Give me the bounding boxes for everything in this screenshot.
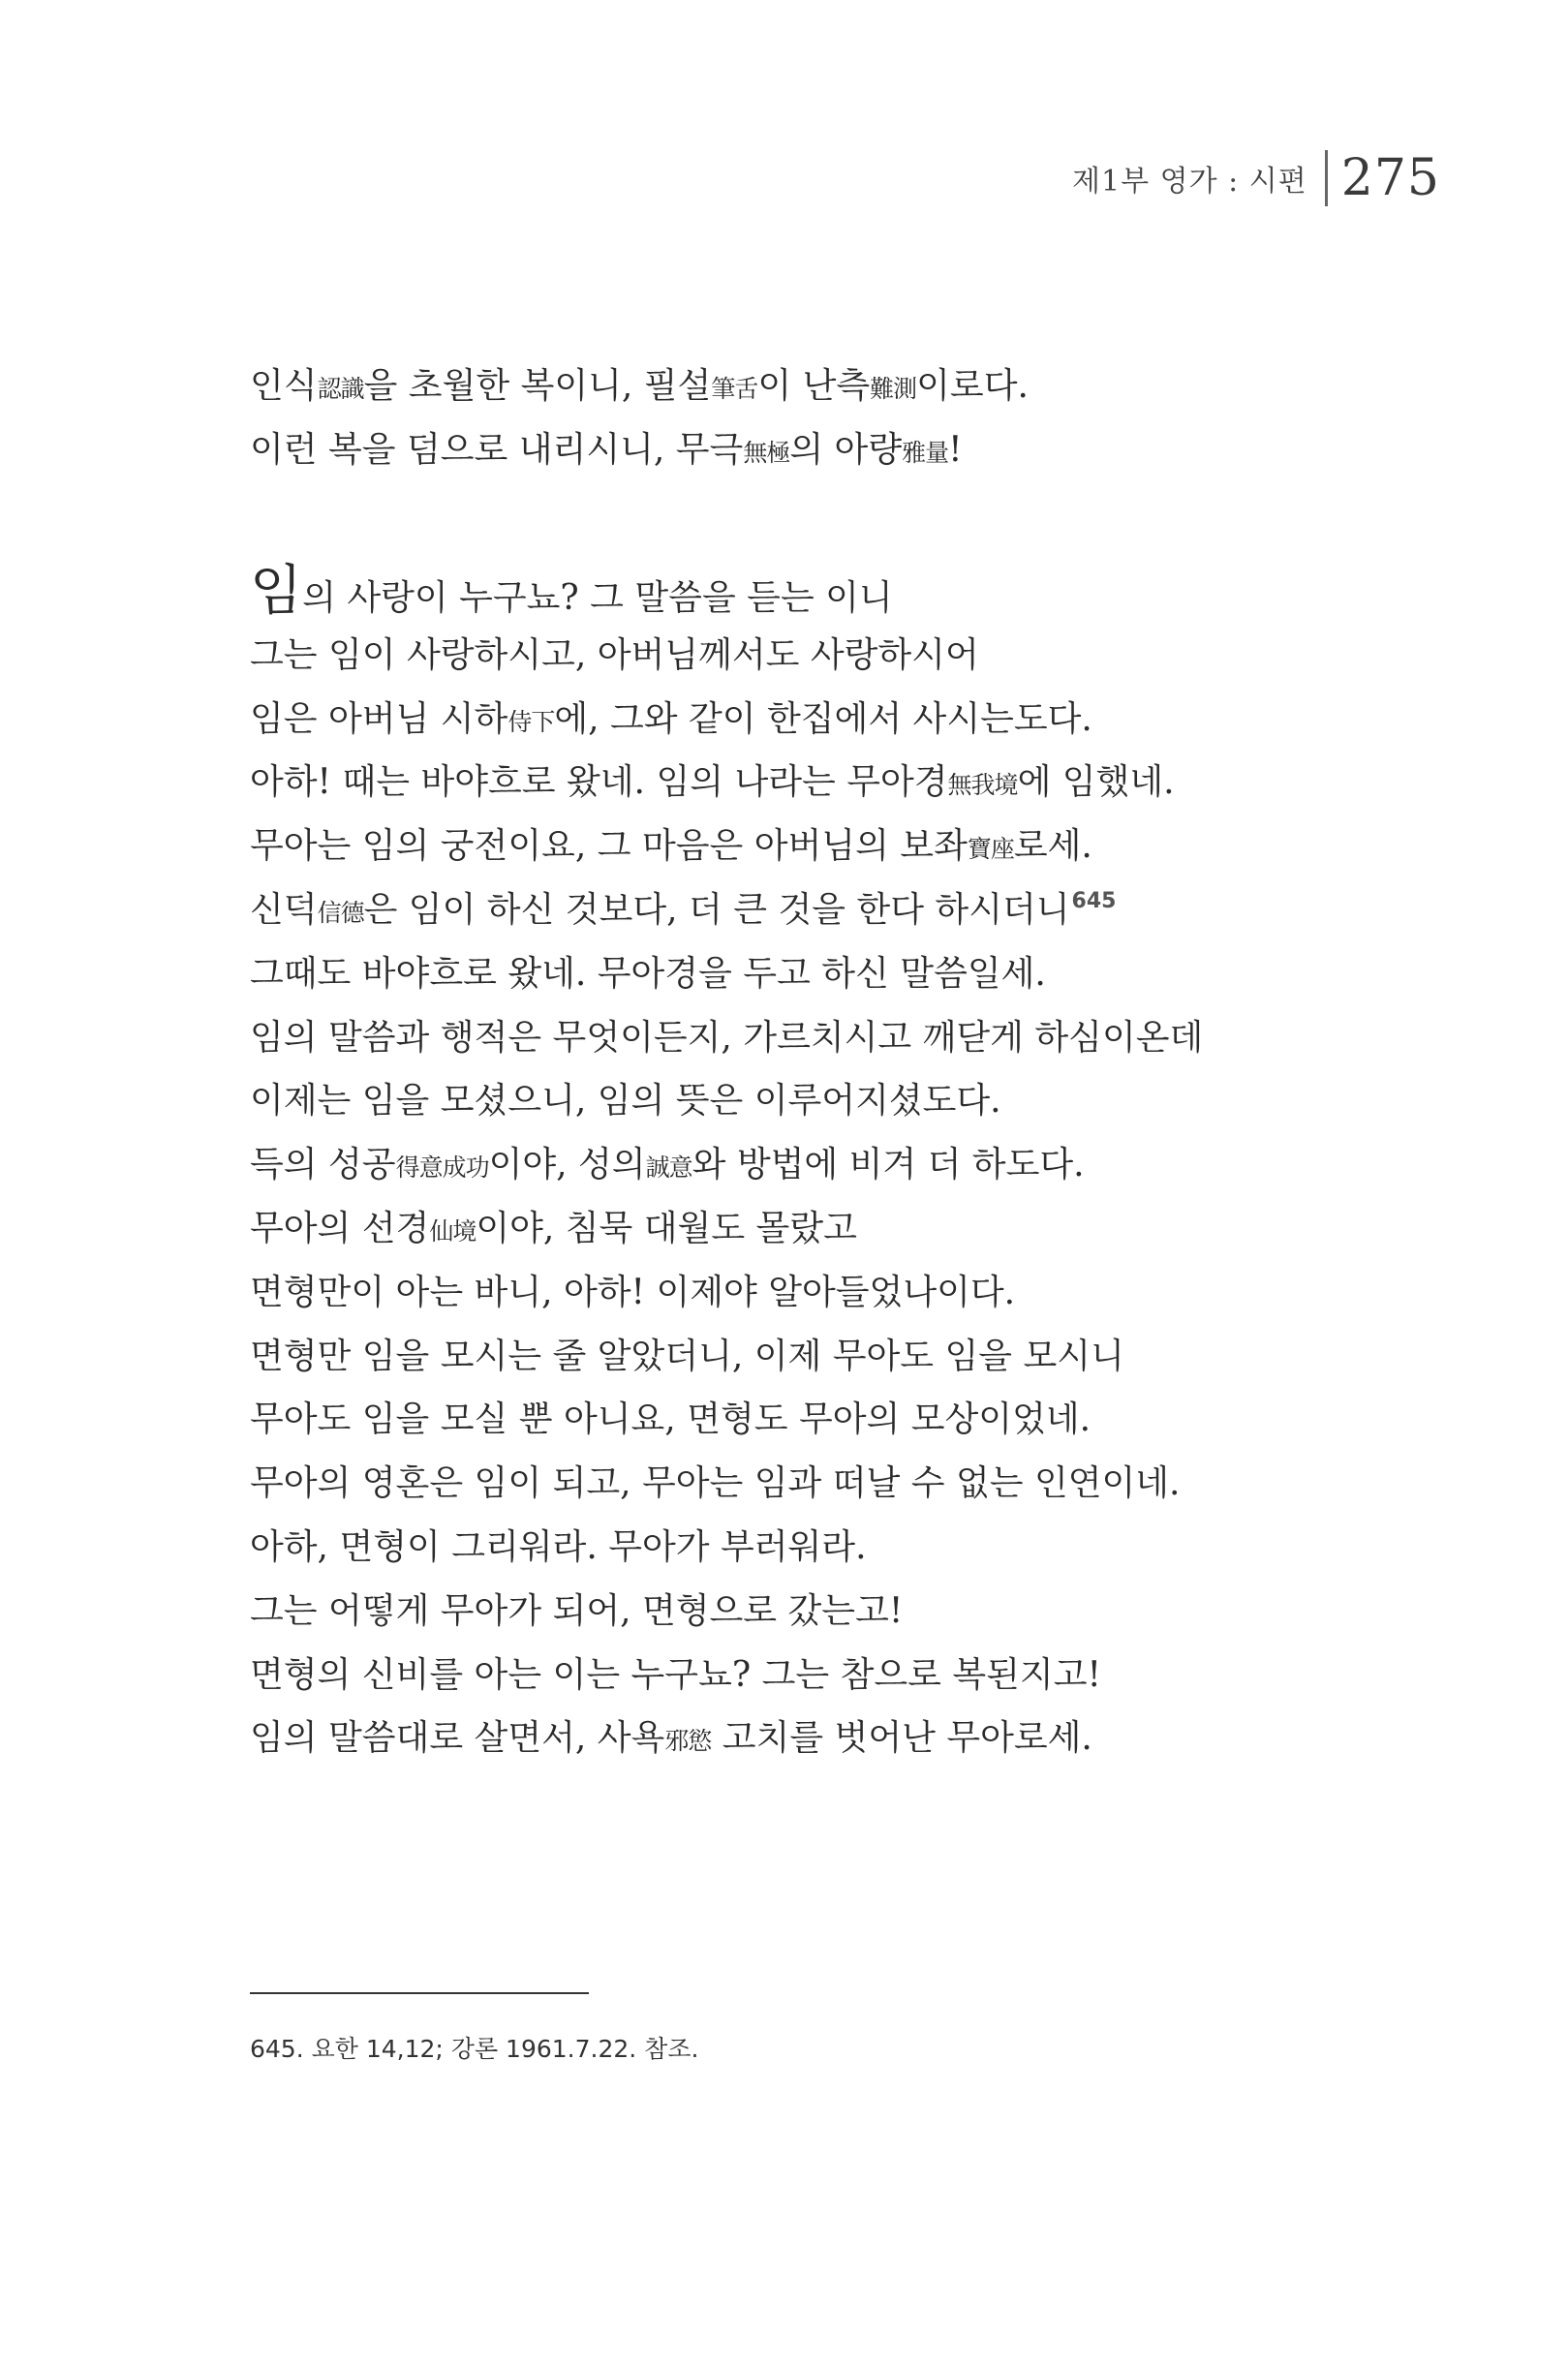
page-number: 275 [1340, 149, 1440, 207]
line-text: 임의 말씀대로 살면서, 사욕 [250, 1718, 665, 1759]
initial-letter: 임 [250, 560, 303, 623]
line-text: 을 초월한 복이니, 필설 [363, 366, 712, 406]
stanza-1 [250, 354, 1315, 482]
hanja-gloss: 難測 [870, 375, 917, 403]
line-text: 그는 어떻게 무아가 되어, 면형으로 갔는고! [250, 1590, 904, 1631]
poem-line [250, 1006, 1315, 1070]
line-text: ! [948, 430, 963, 470]
line-text: 그때도 바야흐로 왔네. 무아경을 두고 하신 말씀일세. [250, 953, 1046, 994]
hanja-gloss: 無極 [743, 439, 790, 467]
line-text: 임의 말씀과 행적은 무엇이든지, 가르치시고 깨닫게 하심이온데 [250, 1017, 1204, 1058]
line-text: 그는 임이 사랑하시고, 아버님께서도 사랑하시어 [250, 634, 979, 675]
line-text: 의 사랑이 누구뇨? 그 말씀을 듣는 이니 [302, 578, 893, 618]
page-header [1072, 147, 1440, 209]
line-text: 이야, 성의 [488, 1145, 646, 1185]
line-text: 의 아량 [789, 430, 903, 470]
hanja-gloss: 雅量 [902, 439, 949, 467]
line-text: 면형만 임을 모시는 줄 알았더니, 이제 무아도 임을 모시니 [250, 1336, 1124, 1376]
hanja-gloss: 誠意 [645, 1153, 692, 1183]
running-title: 제1부 영가 : 시편 [1072, 165, 1307, 199]
poem-line [250, 1197, 1315, 1261]
line-text: 무아의 선경 [250, 1208, 430, 1248]
line-text: 은 임이 하신 것보다, 더 큰 것을 한다 하시더니 [363, 889, 1070, 930]
poem-line [250, 418, 1315, 482]
hanja-gloss: 侍下 [507, 707, 555, 736]
line-text: 와 방법에 비겨 더 하도다. [692, 1145, 1085, 1185]
hanja-gloss: 信德 [317, 898, 364, 927]
poem-line [250, 751, 1315, 815]
poem-line [250, 1580, 1315, 1644]
stanza-2 [250, 560, 1315, 1770]
hanja-gloss: 邪慾 [664, 1727, 712, 1756]
poem-line [250, 1452, 1315, 1516]
poem-line [250, 1516, 1315, 1580]
hanja-gloss: 仙境 [429, 1216, 477, 1246]
line-text: 면형만이 아는 바니, 아하! 이제야 알아들었나이다. [250, 1272, 1016, 1312]
poem-line [250, 354, 1315, 418]
line-text: 무아의 영혼은 임이 되고, 무아는 임과 떠날 수 없는 인연이네. [250, 1463, 1181, 1504]
poem-line [250, 560, 1315, 624]
poem-line [250, 1325, 1315, 1389]
line-text: 무아도 임을 모실 뿐 아니요, 면형도 무아의 모상이었네. [250, 1399, 1091, 1440]
footnote: 645. 요한 14,12; 강론 1961.7.22. 참조. [250, 2035, 699, 2063]
poem-line [250, 624, 1315, 688]
line-text: 신덕 [250, 889, 318, 930]
line-text: 이런 복을 덤으로 내리시니, 무극 [250, 430, 744, 470]
hanja-gloss: 得意成功 [395, 1153, 489, 1183]
line-text: 에 임했네. [1017, 762, 1175, 803]
hanja-gloss: 無我境 [947, 771, 1018, 800]
line-text: 이로다. [916, 366, 1029, 406]
hanja-gloss: 筆舌 [711, 375, 758, 403]
poem-line [250, 1261, 1315, 1325]
line-text: 면형의 신비를 아는 이는 누구뇨? 그는 참으로 복된지고! [250, 1654, 1101, 1695]
poem-line [250, 815, 1315, 878]
line-text: 고치를 벗어난 무아로세. [711, 1718, 1092, 1759]
line-text: 이제는 임을 모셨으니, 임의 뜻은 이루어지셨도다. [250, 1081, 1001, 1122]
line-text: 이 난측 [757, 366, 871, 406]
poem-line [250, 1388, 1315, 1452]
line-text: 득의 성공 [250, 1145, 396, 1185]
poem-line [250, 942, 1315, 1006]
poem-line [250, 1069, 1315, 1133]
line-text: 인식 [250, 366, 318, 406]
poem-line [250, 1644, 1315, 1707]
line-text: 임은 아버님 시하 [250, 698, 508, 739]
hanja-gloss: 寶座 [967, 835, 1014, 864]
line-text: 무아는 임의 궁전이요, 그 마음은 아버님의 보좌 [250, 826, 968, 867]
footnote-divider [250, 1992, 589, 1994]
hanja-gloss: 認識 [317, 375, 364, 403]
line-text: 로세. [1013, 826, 1092, 867]
poem-line [250, 1133, 1315, 1197]
line-text: 이야, 침묵 대월도 몰랐고 [476, 1208, 857, 1248]
footnote-reference: 645 [1071, 888, 1117, 913]
poem-line [250, 878, 1315, 942]
line-text: 아하, 면형이 그리워라. 무아가 부러워라. [250, 1526, 867, 1567]
header-divider [1325, 150, 1328, 206]
poem-line [250, 1707, 1315, 1770]
poem-line [250, 688, 1315, 752]
line-text: 아하! 때는 바야흐로 왔네. 임의 나라는 무아경 [250, 762, 948, 803]
line-text: 에, 그와 같이 한집에서 사시는도다. [554, 698, 1092, 739]
